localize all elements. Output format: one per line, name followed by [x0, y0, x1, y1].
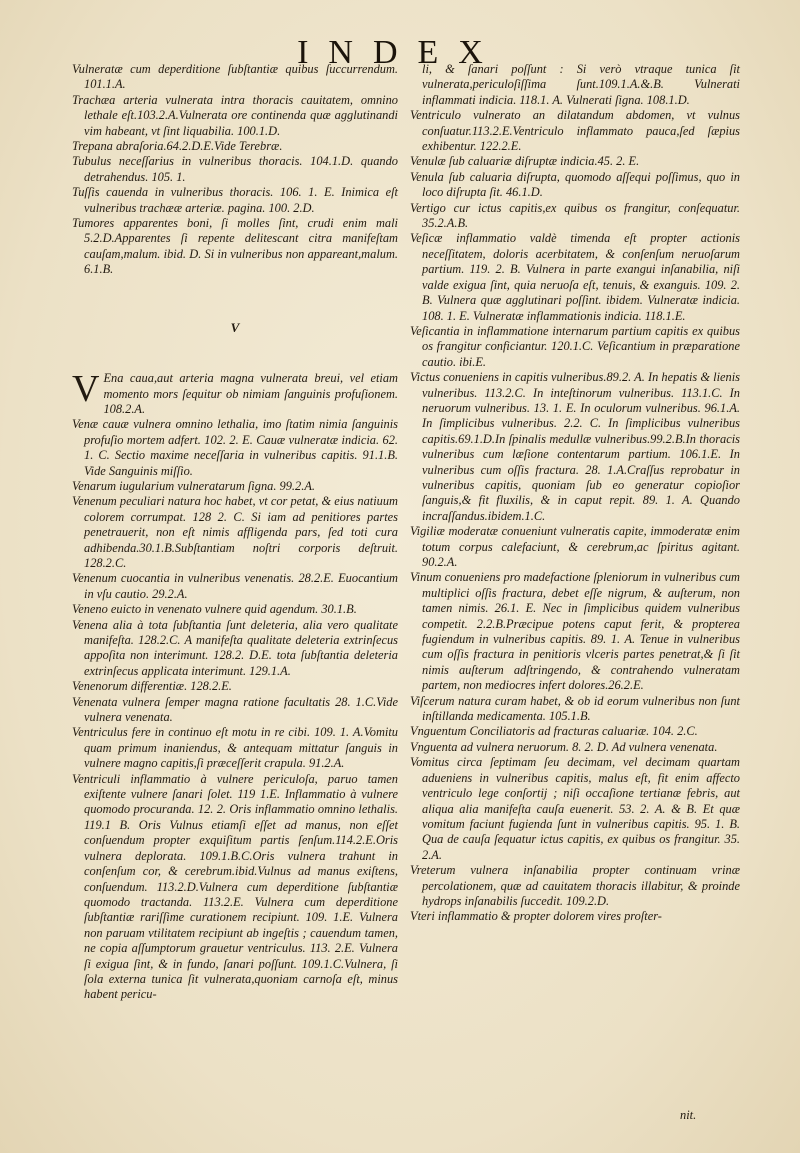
index-entry: Vteri inflammatio & propter dolorem vires proſter- — [410, 909, 662, 924]
catchword: nit. — [680, 1108, 697, 1122]
index-entry: Ventriculo vulnerato an dilatandum abdomen, vt vulnus conſuatur.113.2.E.Ventriculo inflammato pauca,ſed ſæpius exhibentur. 122.2.E. — [410, 108, 740, 154]
index-entry-text: Ena caua,aut arteria magna vulnerata breui, vel etiam momento mors ſequitur ob nimiam ſanguinis profuſionem. 108.2.A. — [103, 371, 398, 416]
index-entry: Venenorum differentiæ. 128.2.E. — [72, 679, 232, 694]
index-entry: Veſicæ inflammatio valdè timenda eſt propter actionis neceſſitatem, doloris acerbitatem, & conſenſum neruoſarum partium. 119. 2. B. Vulnera in parte exangui inſanabilia, niſi valde exigua ſint, quia neruoſa eſt, tenuis, & exanguis. 109. 2. B. Vulnera quæ agglutinari poſſint. ibidem. Vulneratæ indicia. 108. 1. E. Vulneratæ inflammationis indicia. 118.1.E. — [410, 231, 740, 323]
index-entry: Ventriculus fere in continuo eſt motu in re cibi. 109. 1. A.Vomitu quam primum inaniendus, & antequam mittatur ſanguis in vulnere magno capitis,ſi præceſſerit crapula. 91.2.A. — [72, 725, 398, 771]
index-entry: Vigiliæ moderatæ conueniunt vulneratis capite, immoderatæ enim totum corpus calefaciunt, & cerebrum,ac ſpiritus agitant. 90.2.A. — [410, 524, 740, 569]
index-entry: Victus conueniens in capitis vulneribus.89.2. A. In hepatis & lienis vulneribus. 113.2.C. In inteſtinorum vulneribus. 113.1.C. In neruorum vulneribus. 13. 1. E. In oculorum vulneribus. 96.1.A. In ſimplicibus vulneribus. 2.2. C. In ſimplicibus vulneribus capitis.69.1.D.In ſpinalis medullæ vulneribus.99.2.B.In thoracis vulneribus cum læſione contentarum partium. 106.1.E. In vulneribus cum oſſis fractura. 28. 1.A.Craſſus reprobatur in vulneribus capitis, quoniam ſub eo generatur copioſior ſanguis,& fit fluxilis, & in caput repit. 89. 1. A. Quando incraſſandus.ibidem.1.C. — [410, 370, 740, 523]
index-entry: Trepana abraſoria.64.2.D.E.Vide Terebræ. — [72, 139, 283, 154]
index-entry: Viſcerum natura curam habet, & ob id eorum vulneribus non ſunt inſtillanda medicamenta. 105.1.B. — [410, 693, 740, 724]
index-entry: Vulneratæ cum deperditione ſubſtantiæ quibus ſuccurrendum. 101.1.A. — [72, 62, 398, 92]
index-entry: Vreterum vulnera inſanabilia propter continuam vrinæ percolationem, quæ ad cauitatem thoracis illabitur, & proinde hydrops inſanabilis ſuccedit. 109.2.D. — [410, 863, 740, 908]
index-entry: Tumores apparentes boni, ſi molles ſint, crudi enim mali 5.2.D.Apparentes ſi repente delitescant citra manifeſtam cauſam,malum. ibid. D. Si in vulneribus non appareant,malum. 6.1.B. — [72, 216, 398, 277]
index-entry-continuation: li, & ſanari poſſunt : Si verò vtraque tunica ſit vulnerata,periculoſiſſima ſunt.109.1.A.&.B. Vulnerati inflammati indicia. 118.1. A. Vulnerati ſigna. 108.1.D. — [422, 62, 740, 107]
index-entry: Vertigo cur ictus capitis,ex quibus os frangitur, conſequatur. 35.2.A.B. — [410, 200, 740, 231]
index-entry: Venulæ ſub caluariæ diſruptæ indicia.45. 2. E. — [410, 154, 640, 169]
drop-capital: V — [72, 368, 100, 411]
index-entry: Tubulus neceſſarius in vulneribus thoracis. 104.1.D. quando detrahendus. 105. 1. — [72, 154, 398, 184]
index-entry: Venenum cuocantia in vulneribus venenatis. 28.2.E. Euocantium in vſu cautio. 29.2.A. — [72, 571, 398, 601]
index-entry: Venenata vulnera ſemper magna ratione facultatis 28. 1.C.Vide vulnera venenata. — [72, 694, 398, 725]
index-entry: Venena alia à tota ſubſtantia ſunt deleteria, alia vero qualitate manifeſta. 128.2.C. A manifeſta qualitate deleteria extrinſecus appoſita non interimunt. 128.2. D.E. tota ſubſtantia deleteria extrinſecus applicata interimunt. 129.1.A. — [72, 617, 398, 678]
page-title: INDEX — [297, 34, 503, 71]
section-letter-heading: V — [230, 319, 240, 335]
index-entry: Trachæa arteria vulnerata intra thoracis cauitatem, omnino lethale eſt.103.2.A.Vulnerata ore continenda quæ agglutinandi vim habeant, vt ſint liquabilia. 100.1.D. — [72, 92, 398, 138]
left-column — [72, 62, 398, 1003]
index-entry: Vnguentum Conciliatoris ad fracturas caluariæ. 104. 2.C. — [410, 724, 698, 739]
index-entry: Venarum iugularium vulneratarum ſigna. 99.2.A. — [72, 478, 315, 493]
index-entry-first — [72, 368, 398, 417]
index-entry: Ventriculi inflammatio à vulnere periculoſa, paruo tamen exiſtente vulnere ſanari ſolet. 119 1.E. Inflammatio à vulnere quomodo procuranda. 12. 2. Oris inflammatio omnino lethalis. 119.1 B. Oris Vulnus etiamſi eſſet ad manus, non eſſet conſuendum propter exquiſitum partis ſenſum.114.2.E.Oris vulnera deplorata. 109.1.B.C.Oris vulnera trahunt in conſenſum cor, & cerebrum.ibid.Vulnus ad manus exiſtens, conſuendum. 113.2.D.Vulnera cum deperditione ſubſtantiæ quomodo tractanda. 113.2.E. Vulnera cum deperditione ſubſtantiæ rariſſime curationem recipiunt. 109. 1.E. Vulnera non paruam vtilitatem recipiunt ab ingeſtis ; cauendum tamen, ne copia aſſumptorum grauetur ventriculus. 113. 2.E. Vulnera ſi exigua ſint, & in fundo, ſanari poſſunt. 109.1.C.Vulnera, ſi ſola externa tunica ſit vulnerata,quoniam carnoſa eſt, minus habent pericu- — [72, 771, 398, 1002]
index-entry: Venæ cauæ vulnera omnino lethalia, imo ſtatim nimia ſanguinis profuſio mortem adfert. 102. 2. E. Cauæ vulneratæ indicia. 62. 1. C. Sectio maxime neceſſaria in vulneribus capitis. 91.1.B. Vide Sanguinis miſſio. — [72, 417, 398, 478]
index-entry: Venula ſub caluaria diſrupta, quomodo aſſequi poſſimus, quo in loco diſrupta ſit. 46.1.D. — [410, 169, 740, 200]
index-entry: Venenum peculiari natura hoc habet, vt cor petat, & eius natiuum colorem corrumpat. 128 2. C. Si iam ad penitiores partes penetrauerit, non eſt nimis affligenda pars, ſed toti cura adhibenda.30.1.B.Subſtantiam noſtri corporis deſtruit. 128.2.C. — [72, 494, 398, 570]
right-column — [410, 62, 740, 925]
index-entry: Vnguenta ad vulnera neruorum. 8. 2. D. Ad vulnera venenata. — [410, 739, 718, 754]
index-entry: Veſicantia in inflammatione internarum partium capitis ex quibus os frangitur conficiantur. 120.1.C. Veſicantium in præparatione cautio. ibi.E. — [410, 323, 740, 369]
index-entry: Tuſſis cauenda in vulneribus thoracis. 106. 1. E. Inimica eſt vulneribus trachææ arteriæ. pagina. 100. 2.D. — [72, 185, 398, 215]
index-entry: Veneno euicto in venenato vulnere quid agendum. 30.1.B. — [72, 602, 357, 617]
index-entry: Vomitus circa ſeptimam ſeu decimam, vel decimam quartam adueniens in vulneribus capitis, malus eſt, fit enim affecto ventriculo lege conſortij ; niſi occaſione tertianæ febris, aut aliqua alia manifeſta cauſa euenerit. 53. 2. A. & B. Et quæ vomitum faciunt fugienda ſunt in vulneribus capitis. 95. 1. B. Qua de cauſa ſequatur ictus capitis, ex quibus os frangitur. 35. 2.A. — [410, 755, 740, 862]
index-entry: Vinum conueniens pro madefactione ſpleniorum in vulneribus cum multiplici oſſis fractura, debet eſſe nigrum, & auſterum, non tamen nimis. 26.1. E. Nec in ſimplicibus quidem vulneribus competit. 2.2.B.Præcipue potens caput ferit, & propterea fugiendum in vulneribus capitis. 89. 1. A. Tenue in vulneribus cum oſſis fractura in penitioris vlceris partes penetrat,& ſi ſit nimis auſterum adſtringendo, & contrahendo vulneratam partem, non mediocres infert dolores.26.2.E. — [410, 570, 740, 693]
